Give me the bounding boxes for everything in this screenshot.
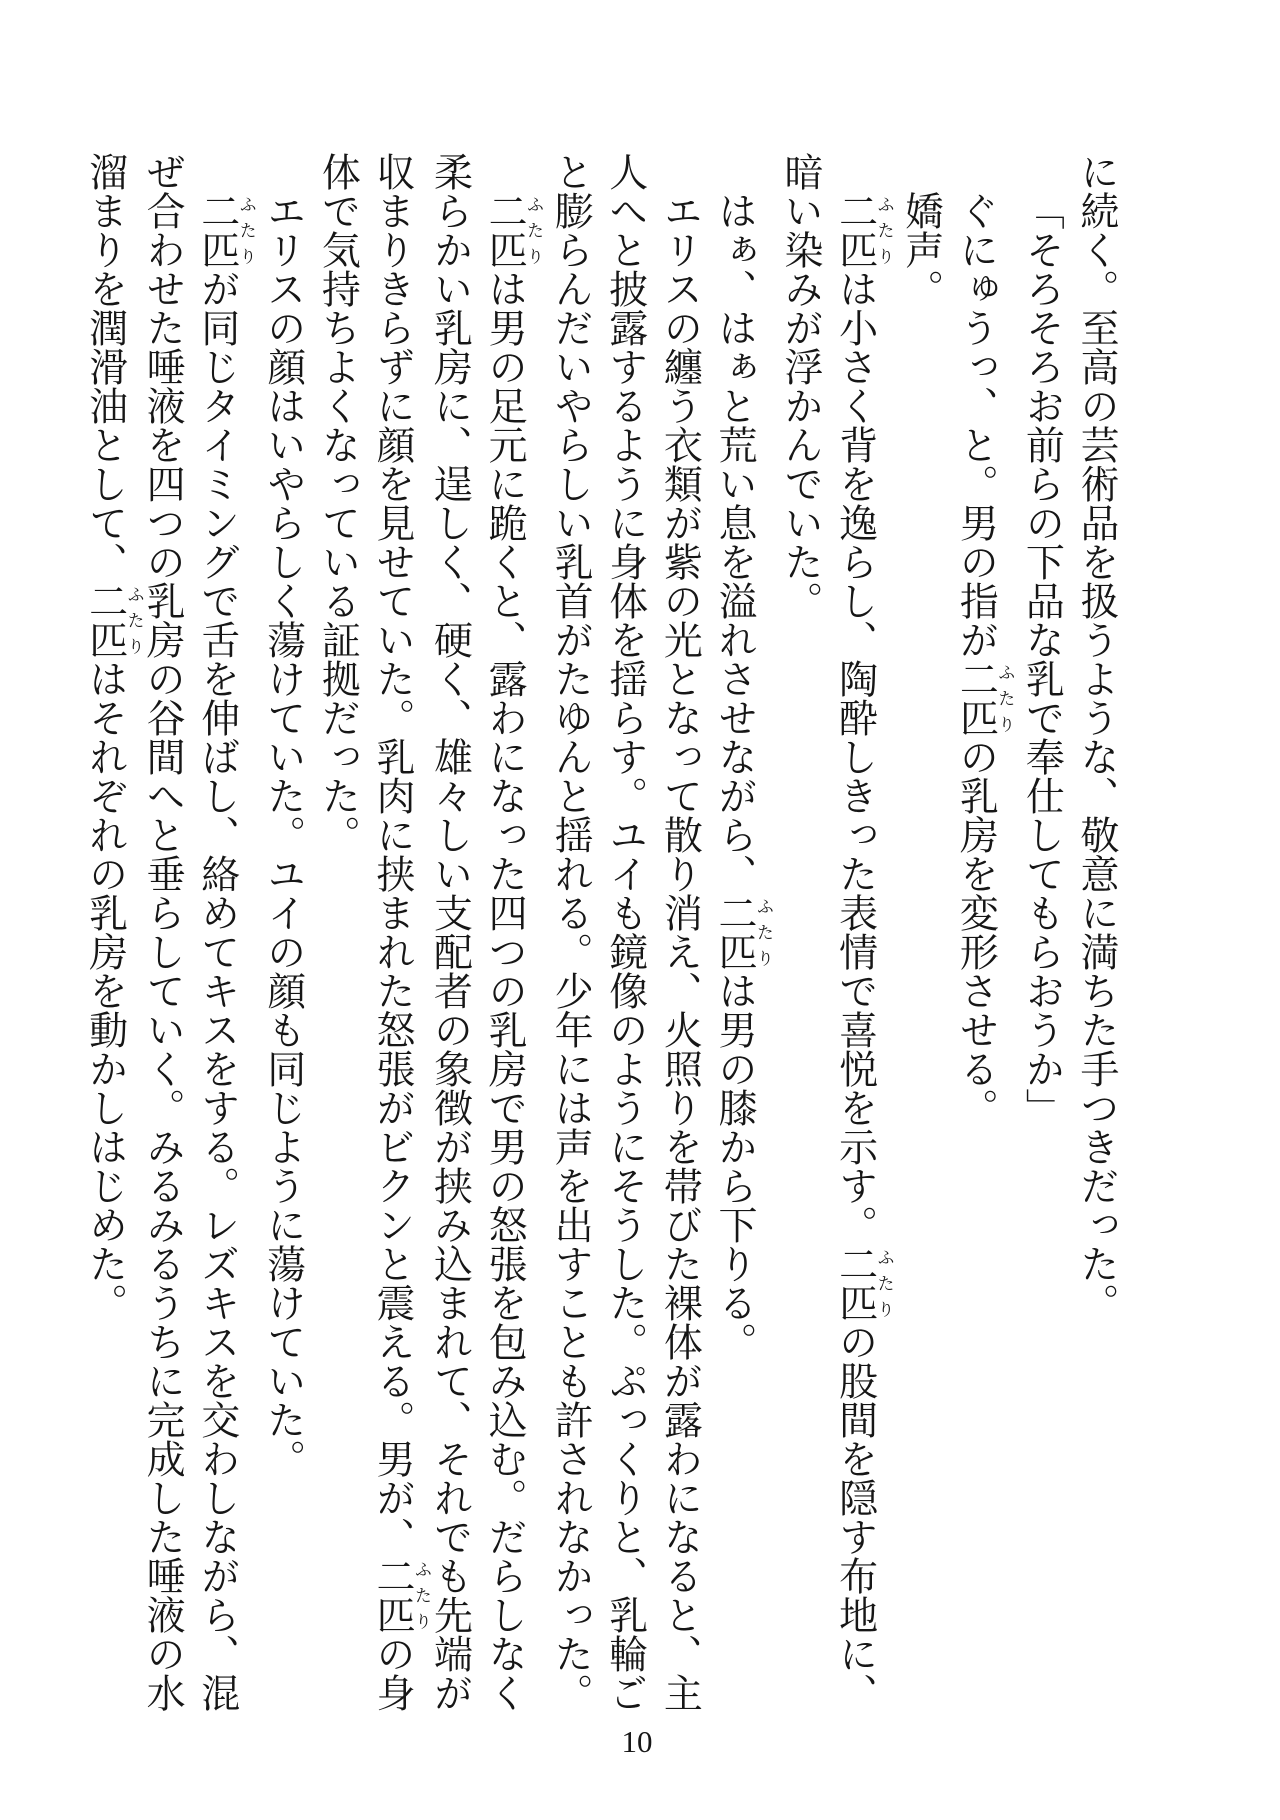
paragraph: 二匹ふたりは小さく背を逸らし、陶酔しきった表情で喜悦を示す。二匹ふたりの股間を隠す布地に、暗い染みが浮かんでいた。 bbox=[779, 152, 894, 1712]
paragraph: 二匹ふたりは男の足元に跪くと、露わになった四つの乳房で男の怒張を包み込む。だらしなく柔らかい乳房に、逞しく、硬く、雄々しい支配者の象徴が挟み込まれて、それでも先端が収まりきらずに顔を見せていた。乳肉に挟まれた怒張がビクンと震える。男が、二匹ふたりの身体で気持ちよくなっている証拠だった。 bbox=[316, 152, 544, 1712]
ruby-annotated-word: 二匹ふたり bbox=[833, 1244, 894, 1322]
paragraph: はぁ、はぁと荒い息を溢れさせながら、二匹ふたりは男の膝から下りる。 bbox=[712, 191, 773, 1361]
paragraph: エリスの顔はいやらしく蕩けていた。ユイの顔も同じように蕩けていた。 bbox=[261, 191, 305, 1478]
page-number: 10 bbox=[621, 1724, 653, 1759]
paragraph: 「そろそろお前らの下品な乳で奉仕してもらおうか」 bbox=[1020, 191, 1064, 1127]
text-block bbox=[83, 152, 1123, 1730]
ruby-annotated-word: 二匹ふたり bbox=[712, 893, 773, 971]
ruby-annotated-word: 二匹ふたり bbox=[954, 659, 1015, 737]
paragraph: に続く。至高の芸術品を扱うような、敬意に満ちた手つきだった。 bbox=[1075, 152, 1118, 1322]
paragraph: エリスの纏う衣類が紫の光となって散り消え、火照りを帯びた裸体が露わになると、主人へと披露するように身体を揺らす。ユイも鏡像のようにそうした。ぷっくりと、乳輪ごと膨らんだいやらしい乳首がたゆんと揺れる。少年には声を出すことも許されなかった。 bbox=[549, 152, 702, 1712]
ruby-annotated-word: 二匹ふたり bbox=[370, 1556, 431, 1634]
paragraph: 二匹ふたりが同じタイミングで舌を伸ばし、絡めてキスをする。レズキスを交わしながら、混ぜ合わせた唾液を四つの乳房の谷間へと垂らしていく。みるみるうちに完成した唾液の水溜まりを潤滑油として、二匹ふたりはそれぞれの乳房を動かしはじめた。 bbox=[83, 152, 256, 1712]
paragraph: 嬌声。 bbox=[899, 191, 943, 308]
ruby-annotated-word: 二匹ふたり bbox=[83, 581, 144, 659]
ruby-annotated-word: 二匹ふたり bbox=[195, 191, 256, 269]
ruby-annotated-word: 二匹ふたり bbox=[483, 191, 544, 269]
paragraph: ぐにゅうっ、と。男の指が二匹ふたりの乳房を変形させる。 bbox=[954, 191, 1015, 1127]
ruby-annotated-word: 二匹ふたり bbox=[833, 191, 894, 269]
